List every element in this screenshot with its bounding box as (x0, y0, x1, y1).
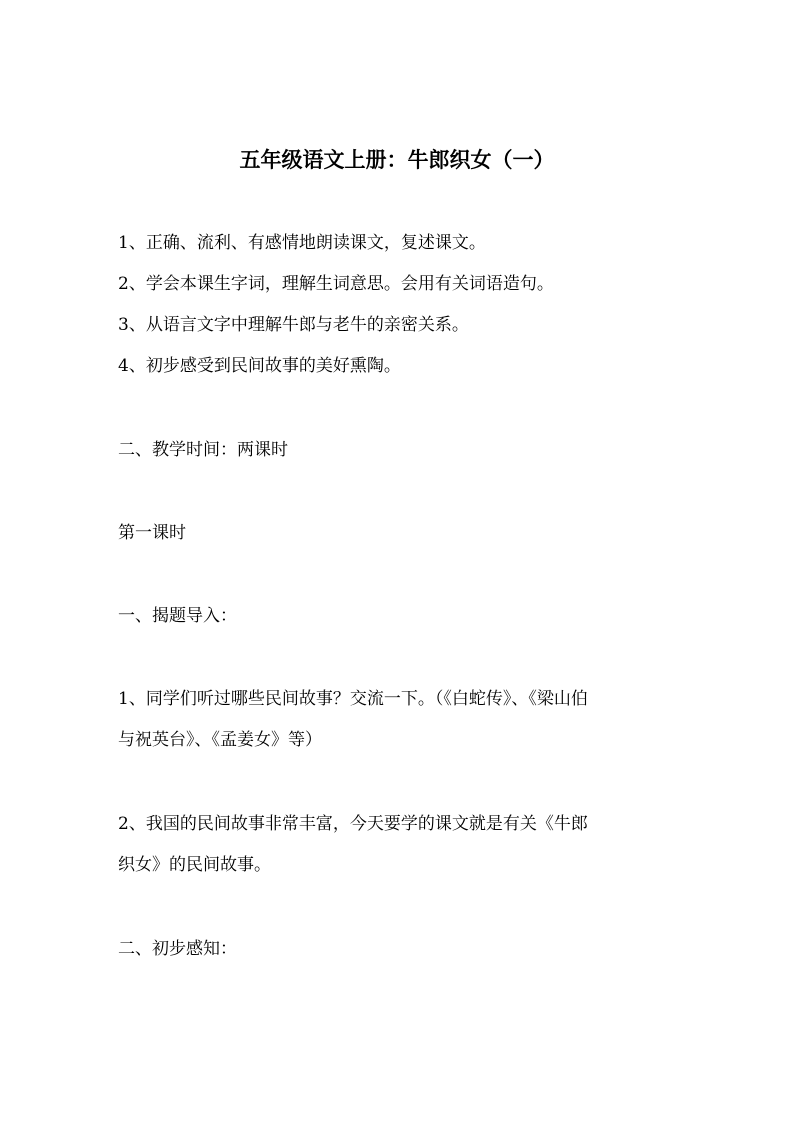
intro-item-2-line-1: 2、我国的民间故事非常丰富，今天要学的课文就是有关《牛郎 (118, 814, 588, 834)
intro-item-2-line-2: 织女》的民间故事。 (118, 855, 271, 875)
objective-2: 2、学会本课生字词，理解生词意思。会用有关词语造句。 (118, 274, 554, 294)
objective-3: 3、从语言文字中理解牛郎与老牛的亲密关系。 (118, 315, 469, 335)
intro-item-1-line-2: 与祝英台》、《孟姜女》等） (118, 730, 322, 750)
teaching-time-heading: 二、教学时间：两课时 (118, 440, 288, 460)
document-title: 五年级语文上册：牛郎织女（一） (239, 147, 555, 172)
intro-item-1-line-1: 1、同学们听过哪些民间故事？交流一下。（《白蛇传》、《梁山伯 (118, 689, 588, 709)
objective-1: 1、正确、流利、有感情地朗读课文，复述课文。 (118, 233, 486, 253)
lesson-one-heading: 第一课时 (118, 523, 186, 543)
objective-4: 4、初步感受到民间故事的美好熏陶。 (118, 356, 401, 376)
intro-section-heading: 一、揭题导入： (118, 606, 237, 626)
perception-section-heading: 二、初步感知： (118, 939, 237, 959)
